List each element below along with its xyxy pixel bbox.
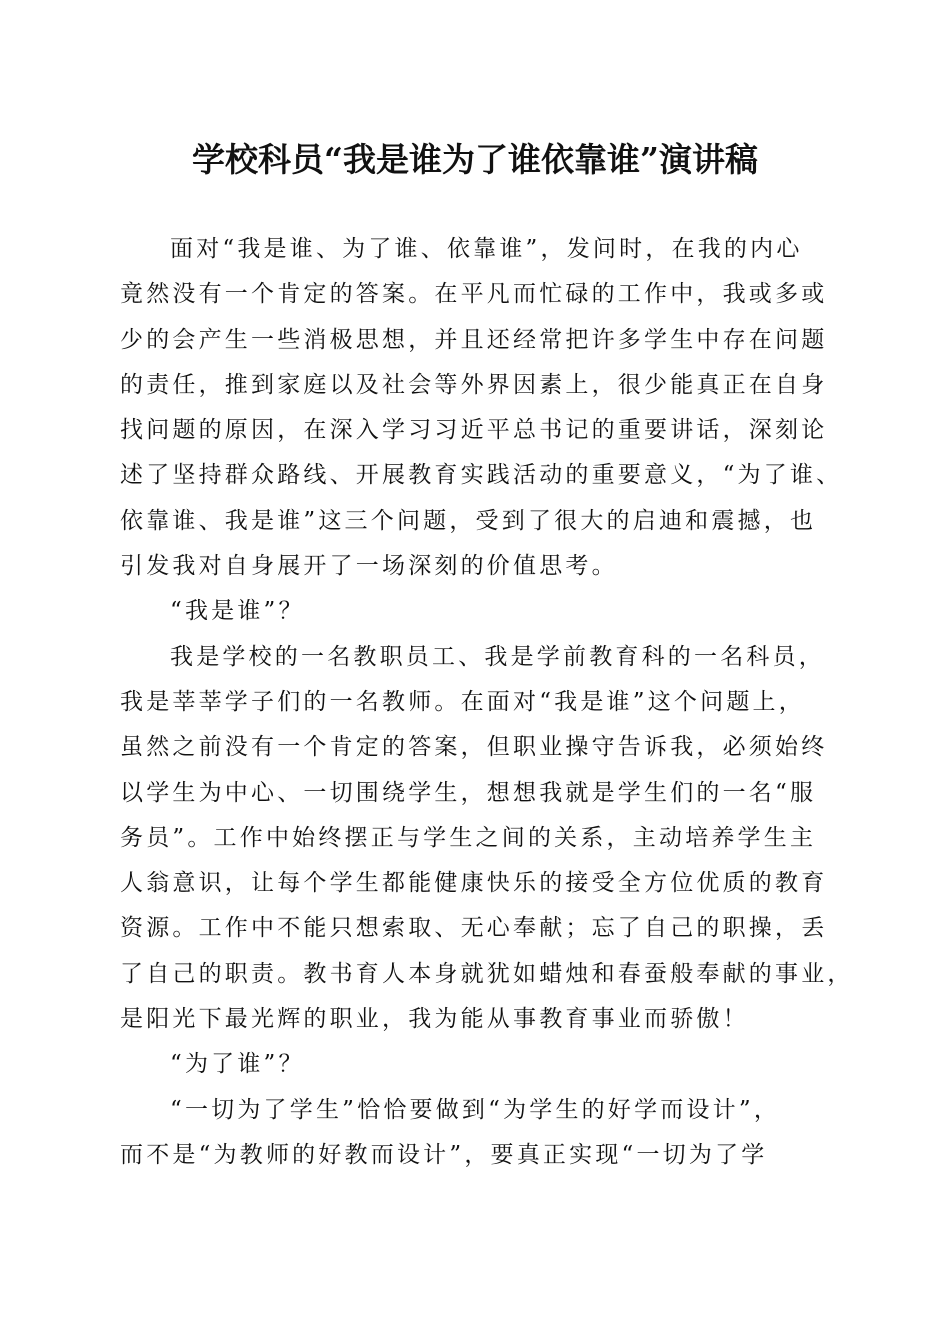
text-line: 务员”。工作中始终摆正与学生之间的关系，主动培养学生主 — [120, 824, 817, 851]
text-line: 是阳光下最光辉的职业，我为能从事教育事业而骄傲！ — [120, 1006, 749, 1033]
text-line: 我是学校的一名教职员工、我是学前教育科的一名科员， — [170, 643, 825, 670]
text-line: 资源。工作中不能只想索取、无心奉献；忘了自己的职操，丢 — [120, 915, 828, 942]
text-line: 找问题的原因，在深入学习习近平总书记的重要讲话，深刻论 — [120, 417, 828, 444]
text-line: “一切为了学生”恰恰要做到“为学生的好学而设计”， — [170, 1096, 781, 1123]
text-line: 了自己的职责。教书育人本身就犹如蜡烛和春蚕般奉献的事业， — [120, 960, 854, 987]
text-line: 以学生为中心、一切围绕学生，想想我就是学生们的一名“服 — [120, 779, 817, 806]
text-line: 虽然之前没有一个肯定的答案，但职业操守告诉我，必须始终 — [120, 734, 828, 761]
text-line: 依靠谁、我是谁”这三个问题，受到了很大的启迪和震撼，也 — [120, 507, 817, 534]
text-line: 我是莘莘学子们的一名教师。在面对“我是谁”这个问题上， — [120, 688, 805, 715]
text-line: 述了坚持群众路线、开展教育实践活动的重要意义，“为了谁、 — [120, 462, 843, 489]
document-body — [120, 227, 854, 1178]
text-line: 人翁意识，让每个学生都能健康快乐的接受全方位优质的教育 — [120, 870, 828, 897]
text-line: 而不是“为教师的好教而设计”，要真正实现“一切为了学 — [120, 1141, 768, 1168]
text-line: 竟然没有一个肯定的答案。在平凡而忙碌的工作中，我或多或 — [120, 281, 828, 308]
document-title: 学校科员“我是谁为了谁依靠谁”演讲稿 — [192, 140, 758, 179]
text-line: 面对“我是谁、为了谁、依靠谁”，发问时，在我的内心 — [170, 236, 803, 262]
text-line: 的责任，推到家庭以及社会等外界因素上，很少能真正在自身 — [120, 371, 828, 398]
text-line: 引发我对自身展开了一场深刻的价值思考。 — [120, 553, 618, 580]
section-heading: “为了谁”？ — [170, 1051, 305, 1078]
section-heading: “我是谁”？ — [170, 598, 305, 625]
text-line: 少的会产生一些消极思想，并且还经常把许多学生中存在问题 — [120, 326, 828, 353]
